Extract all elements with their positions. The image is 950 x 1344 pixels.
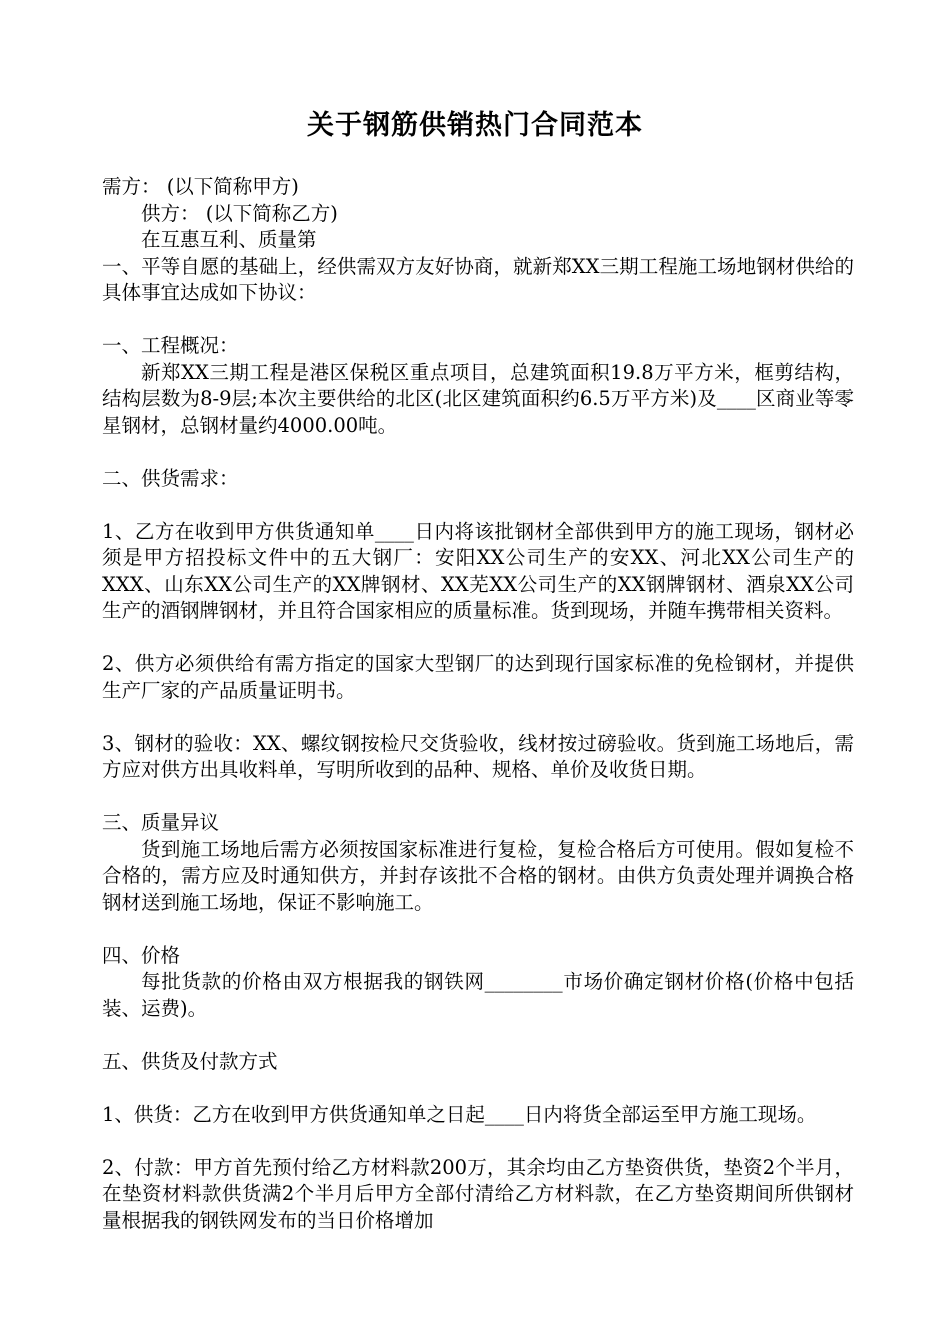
section-heading-payment: 五、供货及付款方式 (102, 1049, 278, 1073)
paragraph-supply-1: 1、乙方在收到甲方供货通知单____日内将该批钢材全部供到甲方的施工现场，钢材必须是甲方招投标文件中的五大钢厂：安阳XX公司生产的安XX、河北XX公司生产的XXX、山东XX公司生产的XX牌钢材、XX芜XX公司生产的XX钢牌钢材、酒泉XX公司生产的酒钢牌钢材，并且符合国家相应的质量标准。货到现场，并随车携带相关资料。 (102, 519, 854, 622)
section-heading-price: 四、价格 (102, 943, 181, 967)
paragraph-supply-2: 2、供方必须供给有需方指定的国家大型钢厂的达到现行国家标准的免检钢材，并提供生产厂家的产品质量证明书。 (102, 652, 854, 702)
paragraph-mutual-benefit: 在互惠互利、质量第 (141, 228, 317, 251)
paragraph-price: 每批货款的价格由双方根据我的钢铁网________市场价确定钢材价格(价格中包括装、运费)。 (102, 970, 854, 1020)
paragraph-seller: 供方： (以下简称乙方) (141, 201, 338, 225)
paragraph-intro: 一、平等自愿的基础上，经供需双方友好协商，就新郑XX三期工程施工场地钢材供给的具体事宜达成如下协议： (102, 254, 854, 304)
paragraph-delivery: 1、供货：乙方在收到甲方供货通知单之日起____日内将货全部运至甲方施工现场。 (102, 1102, 817, 1126)
section-heading-project: 一、工程概况： (102, 334, 239, 357)
document-title: 关于钢筋供销热门合同范本 (307, 110, 643, 141)
document-body (102, 174, 854, 1234)
paragraph-buyer: 需方： (以下简称甲方) (102, 175, 299, 198)
paragraph-supply-3: 3、钢材的验收：XX、螺纹钢按检尺交货验收，线材按过磅验收。货到施工场地后，需方应对供方出具收料单，写明所收到的品种、规格、单价及收货日期。 (102, 731, 854, 781)
section-heading-quality: 三、质量异议 (102, 811, 220, 834)
paragraph-quality: 货到施工场地后需方必须按国家标准进行复检，复检合格后方可使用。假如复检不合格的，需方应及时通知供方，并封存该批不合格的钢材。由供方负责处理并调换合格钢材送到施工场地，保证不影响施工。 (102, 837, 854, 914)
paragraph-project-overview: 新郑XX三期工程是港区保税区重点项目，总建筑面积19.8万平方米，框剪结构，结构层数为8-9层;本次主要供给的北区(北区建筑面积约6.5万平方米)及____区商业等零星钢材，总钢材量约4000.00吨。 (102, 360, 854, 437)
paragraph-payment: 2、付款：甲方首先预付给乙方材料款200万，其余均由乙方垫资供货，垫资2个半月，在垫资材料款供货满2个半月后甲方全部付清给乙方材料款，在乙方垫资期间所供钢材量根据我的钢铁网发布的当日价格增加 (102, 1155, 854, 1232)
section-heading-supply: 二、供货需求： (102, 466, 239, 490)
